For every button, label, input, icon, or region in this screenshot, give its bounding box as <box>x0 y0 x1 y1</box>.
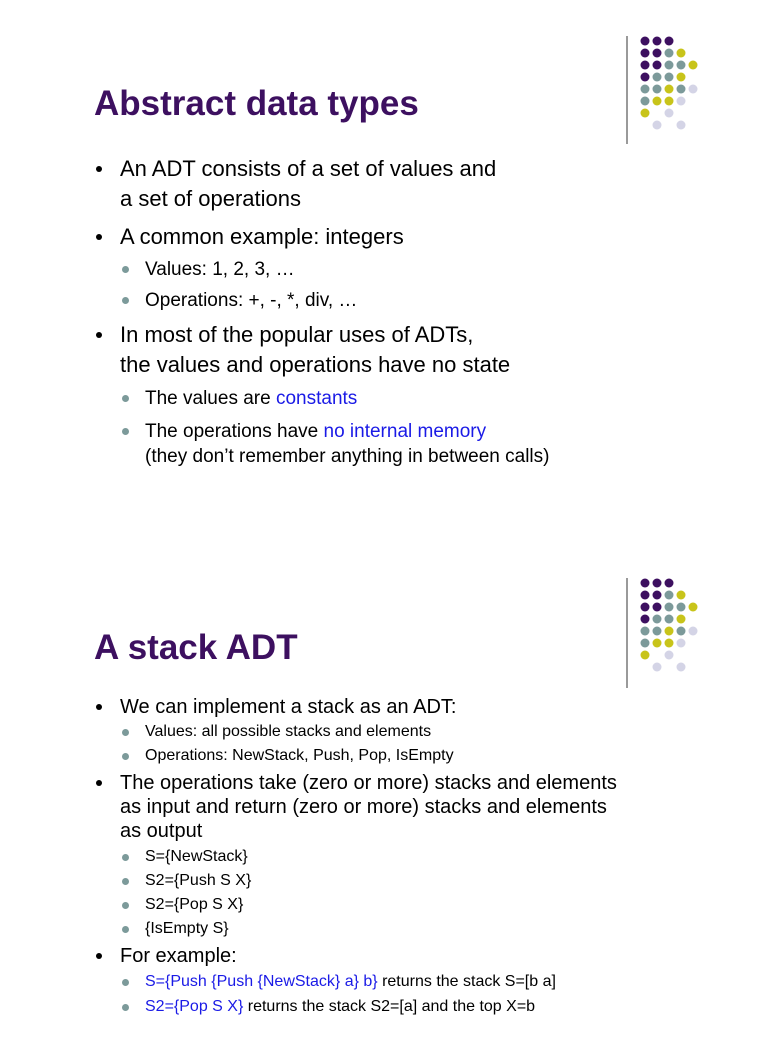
list-item: We can implement a stack as an ADT: <box>120 696 457 718</box>
sub-list-item: S2={Push S X} <box>145 872 252 889</box>
slide-title: Abstract data types <box>94 84 419 123</box>
decorative-dot <box>641 37 650 46</box>
list-item: The operations take (zero or more) stacks and elements as input and return (zero or more) stacks and elements as output <box>120 772 617 842</box>
decorative-dot <box>689 603 698 612</box>
decorative-dot <box>665 591 674 600</box>
decorative-dot <box>665 627 674 636</box>
decorative-dot <box>641 109 650 118</box>
decorative-dot <box>653 639 662 648</box>
decorative-dot <box>665 37 674 46</box>
decorative-dot <box>653 579 662 588</box>
sub-list-item: S2={Pop S X} returns the stack S2=[a] and the top X=b <box>145 998 536 1015</box>
decorative-dot <box>677 121 686 130</box>
decorative-dot <box>641 73 650 82</box>
sub-list-item: The values are constants <box>145 388 358 409</box>
decorative-dot <box>641 591 650 600</box>
decorative-dot <box>665 61 674 70</box>
decorative-dot <box>665 615 674 624</box>
decorative-dot <box>653 591 662 600</box>
decorative-dot <box>677 61 686 70</box>
sub-list-item: Operations: +, -, *, div, … <box>145 290 358 311</box>
decorative-dot <box>641 579 650 588</box>
slide-title: A stack ADT <box>94 628 298 667</box>
list-item: A common example: integers <box>120 222 404 252</box>
decorative-dot <box>653 121 662 130</box>
highlight-text: constants <box>275 388 358 409</box>
sub-list-item: The operations have no internal memory (they don’t remember anything in between calls) <box>145 421 550 467</box>
decorative-dot <box>641 97 650 106</box>
decorative-dot <box>665 603 674 612</box>
decorative-dot <box>653 627 662 636</box>
decorative-divider <box>626 36 628 144</box>
list-item: An ADT consists of a set of values and a set of operations <box>120 154 496 214</box>
decorative-dot <box>641 49 650 58</box>
decorative-dot <box>653 603 662 612</box>
decorative-dot <box>641 615 650 624</box>
sub-list-item: S={NewStack} <box>145 848 248 865</box>
decorative-dot <box>677 49 686 58</box>
decorative-dot <box>653 37 662 46</box>
sub-list-item: {IsEmpty S} <box>145 920 229 937</box>
decorative-dot <box>677 603 686 612</box>
decorative-dot <box>653 615 662 624</box>
decorative-dot <box>677 591 686 600</box>
slide-stack-adt <box>0 542 768 1054</box>
decorative-dot <box>689 627 698 636</box>
decorative-dot-grid-icon <box>626 0 716 140</box>
decorative-dot <box>677 639 686 648</box>
decorative-dot <box>665 579 674 588</box>
decorative-divider <box>626 578 628 688</box>
highlight-text: S2={Pop S X} <box>145 998 244 1015</box>
slide-abstract-data-types <box>0 0 768 512</box>
highlight-text: S={Push {Push {NewStack} a} b} <box>145 973 378 990</box>
sub-list-item: Values: all possible stacks and elements <box>145 723 432 740</box>
decorative-dot <box>641 651 650 660</box>
decorative-dot <box>665 639 674 648</box>
decorative-dot <box>689 85 698 94</box>
decorative-dot <box>641 61 650 70</box>
decorative-dot <box>677 615 686 624</box>
decorative-dot <box>677 73 686 82</box>
decorative-dot <box>677 97 686 106</box>
decorative-dot <box>641 639 650 648</box>
list-item: For example: <box>120 945 237 967</box>
decorative-dot <box>665 109 674 118</box>
sub-list-item: Operations: NewStack, Push, Pop, IsEmpty <box>145 747 454 764</box>
decorative-dot-grid-icon <box>626 542 716 682</box>
sub-list-item: S2={Pop S X} <box>145 896 244 913</box>
decorative-dot <box>677 663 686 672</box>
decorative-dot <box>641 603 650 612</box>
sub-list-item: Values: 1, 2, 3, … <box>145 259 295 280</box>
decorative-dot <box>653 85 662 94</box>
list-item: In most of the popular uses of ADTs, the values and operations have no state <box>120 320 510 380</box>
decorative-dot <box>653 73 662 82</box>
decorative-dot <box>677 627 686 636</box>
decorative-dot <box>653 97 662 106</box>
decorative-dot <box>653 663 662 672</box>
decorative-dot <box>653 61 662 70</box>
decorative-dot <box>653 49 662 58</box>
sub-list-item: S={Push {Push {NewStack} a} b} returns the stack S=[b a] <box>145 973 556 990</box>
decorative-dot <box>665 97 674 106</box>
decorative-dot <box>665 651 674 660</box>
decorative-dot <box>689 61 698 70</box>
decorative-dot <box>665 73 674 82</box>
decorative-dot <box>665 49 674 58</box>
decorative-dot <box>641 627 650 636</box>
decorative-dot <box>641 85 650 94</box>
decorative-dot <box>665 85 674 94</box>
highlight-text: no internal memory <box>323 421 487 442</box>
decorative-dot <box>677 85 686 94</box>
